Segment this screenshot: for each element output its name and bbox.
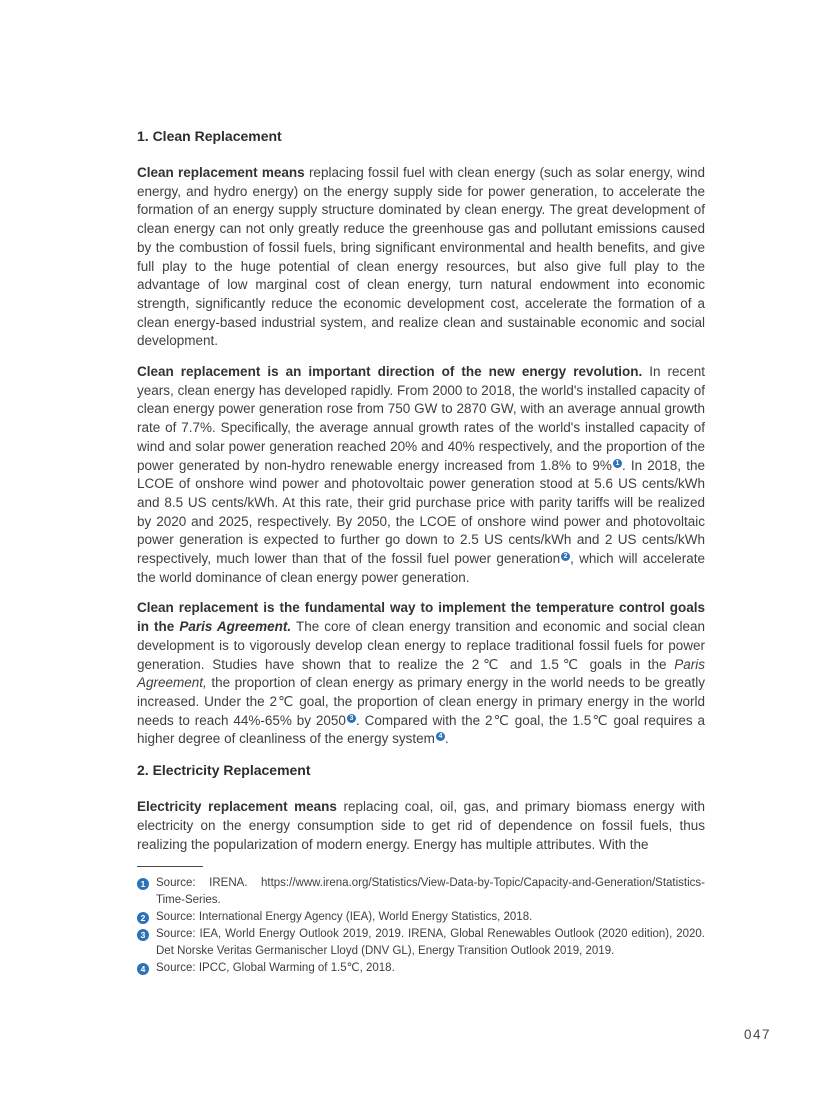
paragraph [137,363,705,587]
text-segment: replacing fossil fuel with clean energy (such as solar energy, wind energy, and hydro energy) on the energy supply side for power generation, to accelerate the formation of an energy supply structure dominated by clean energy. The great development of clean energy can not only greatly reduce the greenhouse gas and pollutant emissions caused by the combustion of fossil fuels, bring significant environmental and health benefits, and give full play to the huge potential of clean energy resources, but also give full play to the advantage of low marginal cost of clean energy, turn natural endowment into economic strength, significantly reduce the economic development cost, accelerate the formation of a clean energy-based industrial system, and realize clean and sustainable economic and social development. [137,165,705,349]
text-segment: In recent years, clean energy has developed rapidly. From 2000 to 2018, the world's installed capacity of clean energy power generation rose from 750 GW to 2870 GW, with an average annual growth rate of 7.7%. Specifically, the average annual growth rates of the world's installed capacity of wind and solar power generation reached 20% and 40% respectively, and the proportion of the power generated by non-hydro renewable energy increased from 1.8% to 9% [137,364,706,473]
section-paragraphs [137,164,705,749]
footnote-item [137,875,705,909]
footnote-item [137,909,705,926]
footnote-item [137,926,705,960]
footnote-text: Source: International Energy Agency (IEA), World Energy Statistics, 2018. [156,911,533,924]
text-segment: Paris Agreement, [137,656,705,691]
footnote-text: Source: IRENA. https://www.irena.org/Statistics/View-Data-by-Topic/Capacity-and-Generation/Statistics-Time-Series. [156,877,705,907]
footnote-separator [137,866,203,867]
text-segment: replacing coal, oil, gas, and primary biomass energy with electricity on the energy consumption side to get rid of dependence on fossil fuels, thus realizing the popularization of modern energy. Energy has multiple attributes. With the [137,799,705,852]
footnote-number-icon: 1 [137,878,149,890]
page-number: 047 [743,1027,771,1042]
text-segment: Paris Agreement. [179,619,292,635]
footnote-number-icon: 2 [137,912,149,924]
footnote-number-icon: 3 [137,929,149,941]
footnote-ref-icon: 4 [436,732,445,741]
text-segment: the proportion of clean energy as primary energy in the world needs to be greatly increased. Under the 2℃ goal, the proportion of clean energy in primary energy in the world needs to reach 44%-65% by 2050 [137,675,705,728]
section-paragraphs [137,798,705,854]
text-segment: Clean replacement is an important direction of the new energy revolution. [137,364,650,380]
section-electricity-replacement [137,761,705,854]
paragraph [137,164,705,351]
text-segment: Clean replacement is the fundamental way to implement the temperature control goals in the [137,600,705,635]
footnote-ref-icon: 2 [561,552,570,561]
footnote-ref-icon: 1 [613,459,622,468]
text-segment: Clean replacement means [137,165,309,180]
footnote-ref-icon: 3 [347,714,356,723]
footnote-text: Source: IEA, World Energy Outlook 2019, 2019. IRENA, Global Renewables Outlook (2020 edition), 2020. Det Norske Veritas Germanischer Lloyd (DNV GL), Energy Transition Outlook 2019, 2019. [156,928,705,958]
text-segment: Electricity replacement means [137,799,344,815]
paragraph [137,798,705,854]
footnote-text: Source: IPCC, Global Warming of 1.5℃, 2018. [156,962,395,975]
paragraph [137,599,705,749]
section-heading-electricity-replacement: 2. Electricity Replacement [137,762,311,779]
footnote-item [137,960,705,977]
section-heading-clean-replacement: 1. Clean Replacement [137,128,282,144]
text-segment: . [444,731,449,747]
footnote-number-icon: 4 [137,963,149,975]
text-segment: . Compared with the 2℃ goal, the 1.5℃ goal requires a higher degree of cleanliness of the energy system [137,712,706,747]
text-segment: , which will accelerate the world dominance of clean energy power generation. [137,551,705,585]
section-clean-replacement [137,127,705,749]
footnotes-list [137,875,705,977]
page-content [137,127,705,977]
text-segment: The core of clean energy transition and economic and social clean development is to vigorously develop clean energy to replace traditional fossil fuels for power generation. Studies have shown that to realize the 2℃ and 1.5℃ goals in the [137,619,706,672]
text-segment: . In 2018, the LCOE of onshore wind power and photovoltaic power generation stood at 5.6 US cents/kWh and 8.5 US cents/kWh. At this rate, their grid purchase price with parity tariffs will be realized by 2020 and 2025, respectively. By 2050, the LCOE of onshore wind power and photovoltaic power generation is expected to further go down to 2.5 US cents/kWh and 2 US cents/kWh respectively, much lower than that of the fossil fuel power generation [137,457,705,567]
